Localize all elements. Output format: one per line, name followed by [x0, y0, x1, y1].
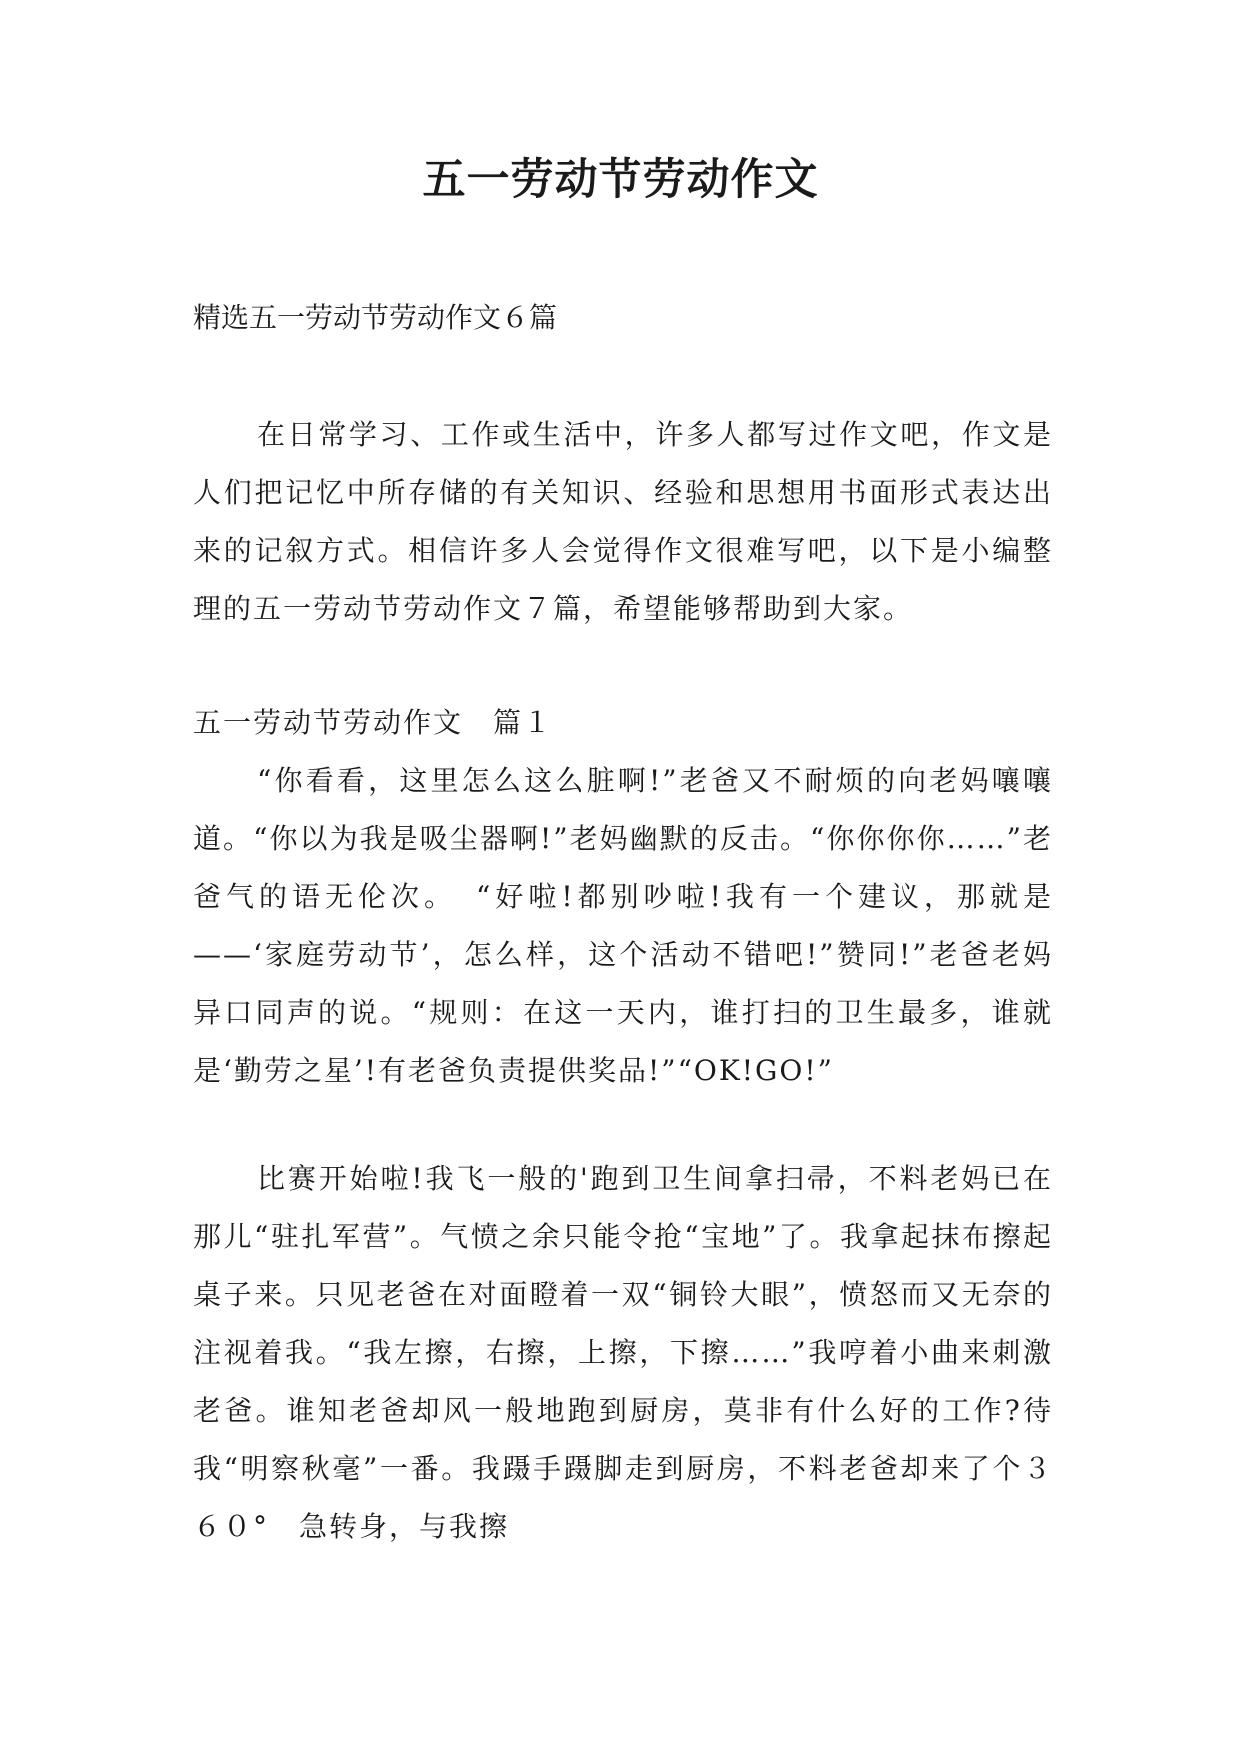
document-title: 五一劳动节劳动作文 — [422, 155, 819, 205]
intro-paragraph: 在日常学习、工作或生活中，许多人都写过作文吧，作文是人们把记忆中所存储的有关知识、经验和思想用书面形式表达出来的记叙方式。相信许多人会觉得作文很难写吧，以下是小编整理的五一劳动节劳动作文７篇，希望能够帮助到大家。 — [193, 418, 1053, 625]
section-heading: 五一劳动节劳动作文 篇１ — [193, 706, 554, 739]
document-subtitle: 精选五一劳动节劳动作文６篇 — [193, 301, 558, 334]
body-paragraph: “你看看，这里怎么这么脏啊!”老爸又不耐烦的向老妈嚷嚷道。“你以为我是吸尘器啊!”老妈幽默的反击。“你你你你……”老爸气的语无伦次。 “好啦!都别吵啦!我有一个建议，那就是——‘家庭劳动节’，怎么样，这个活动不错吧!”赞同!”老爸老妈异口同声的说。“规则：在这一天内，谁打扫的卫生最多，谁就是‘勤劳之星’!有老爸负责提供奖品!”“OK!GO!” — [193, 764, 1053, 1087]
body-paragraph: 比赛开始啦!我飞一般的'跑到卫生间拿扫帚，不料老妈已在那儿“驻扎军营”。气愤之余只能令抢“宝地”了。我拿起抹布擦起桌子来。只见老爸在对面瞪着一双“铜铃大眼”，愤怒而又无奈的注视着我。“我左擦，右擦，上擦，下擦……”我哼着小曲来刺激老爸。谁知老爸却风一般地跑到厨房，莫非有什么好的工作?待我“明察秋毫”一番。我蹑手蹑脚走到厨房，不料老爸却来了个３６０° 急转身，与我擦 — [193, 1162, 1053, 1543]
